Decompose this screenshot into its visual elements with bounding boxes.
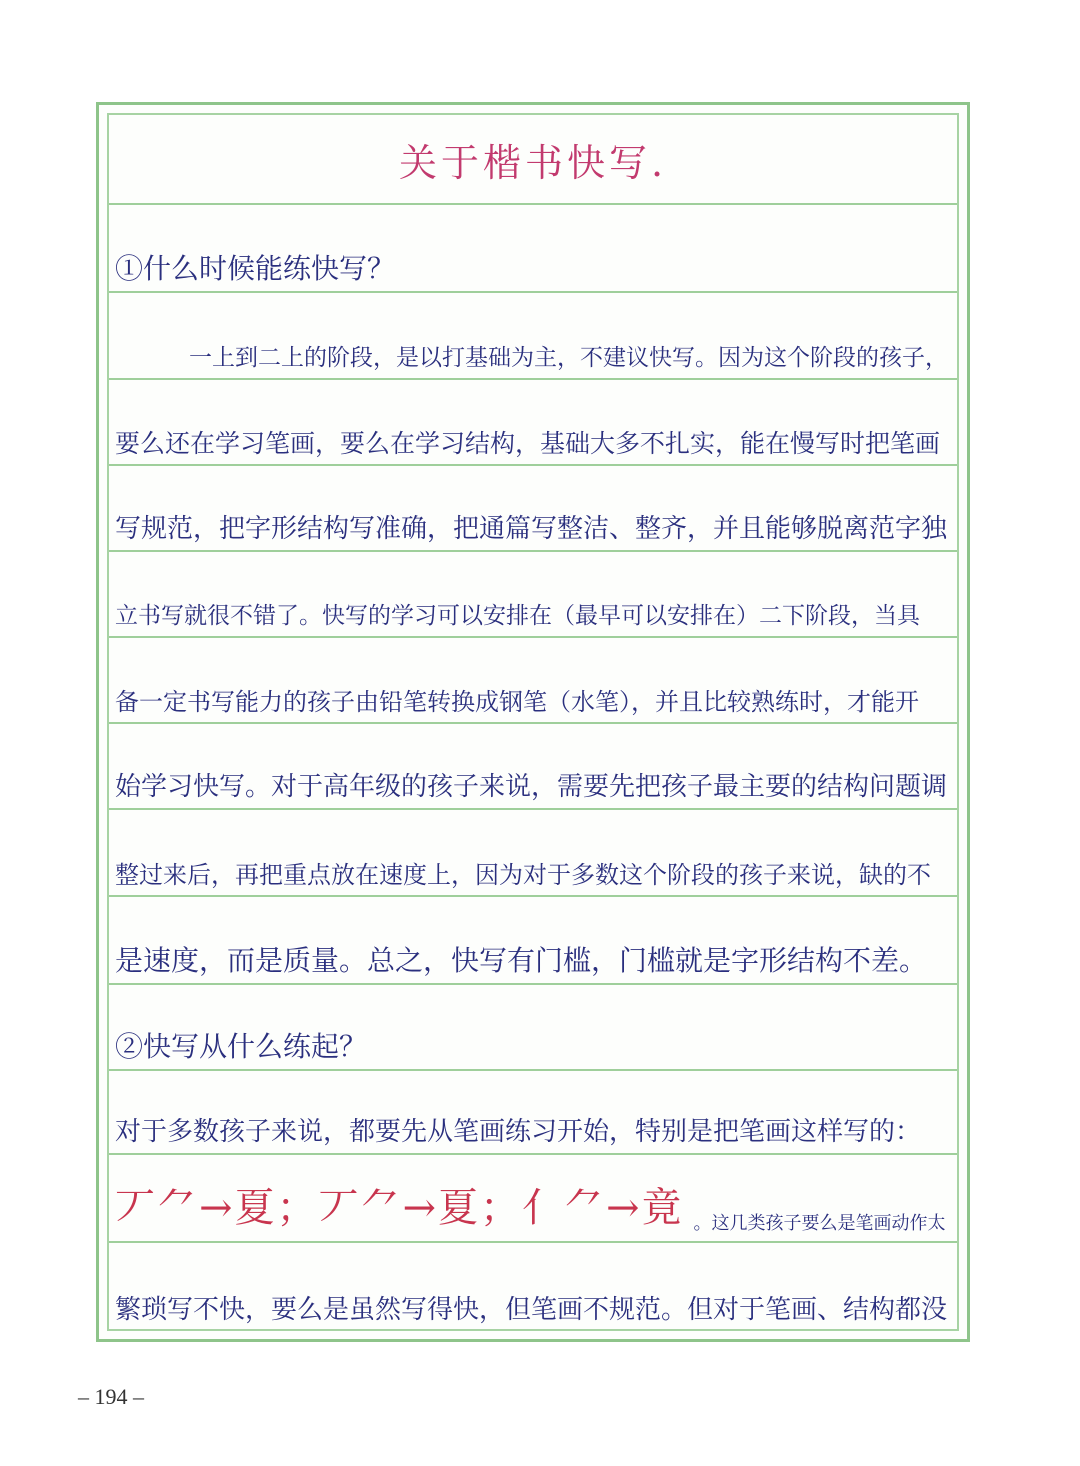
section1-line-4: 立书写就很不错了。快写的学习可以安排在（最早可以安排在）二下阶段，当具: [115, 603, 920, 629]
text-row: [109, 552, 957, 638]
section1-line-8: 是速度，而是质量。总之，快写有门槛，门槛就是字形结构不差。: [115, 944, 928, 977]
page-title: 关于楷书快写.: [398, 140, 668, 185]
section1-line-6: 始学习快写。对于高年级的孩子来说，需要先把孩子最主要的结构问题调: [115, 772, 948, 802]
text-row: [109, 638, 957, 724]
practice-grid: [107, 113, 959, 1331]
section2-line-2: 繁琐写不快，要么是虽然写得快，但笔画不规范。但对于笔画、结构都没: [115, 1295, 948, 1325]
title-row: [109, 115, 957, 205]
question-row-2: [109, 985, 957, 1071]
text-row: [109, 380, 957, 466]
text-row: [109, 724, 957, 810]
stroke-examples: 丆⺈→夏；丆⺈→夏；亻⺈→竟: [115, 1185, 684, 1231]
stroke-example-group: [115, 1176, 946, 1233]
section2-line-1: 对于多数孩子来说，都要先从笔画练习开始，特别是把笔画这样写的：: [115, 1117, 922, 1147]
section1-line-5: 备一定书写能力的孩子由铅笔转换成钢笔（水笔），并且比较熟练时，才能开: [115, 688, 919, 716]
section1-line-1: 一上到二上的阶段，是以打基础为主，不建议快写。因为这个阶段的孩子，: [189, 345, 948, 371]
example-row: [109, 1155, 957, 1243]
text-row: [109, 466, 957, 552]
text-row: [109, 1243, 957, 1331]
section1-question: ①什么时候能练快写？: [115, 252, 396, 285]
section1-line-3: 写规范，把字形结构写准确，把通篇写整洁、整齐，并且能够脱离范字独: [115, 514, 948, 544]
page-number: – 194 –: [78, 1384, 144, 1409]
section1-line-2: 要么还在学习笔画，要么在学习结构，基础大多不扎实，能在慢写时把笔画: [115, 429, 941, 458]
section1-line-7: 整过来后，再把重点放在速度上，因为对于多数这个阶段的孩子来说，缺的不: [115, 861, 931, 889]
example-trailing-text: 。这几类孩子要么是笔画动作太: [693, 1213, 946, 1234]
question-row-1: [109, 205, 957, 293]
text-row: [109, 897, 957, 985]
section2-question: ②快写从什么练起？: [115, 1030, 368, 1063]
practice-sheet: [96, 102, 970, 1342]
text-row: [109, 1071, 957, 1155]
text-row: [109, 293, 957, 380]
text-row: [109, 810, 957, 897]
